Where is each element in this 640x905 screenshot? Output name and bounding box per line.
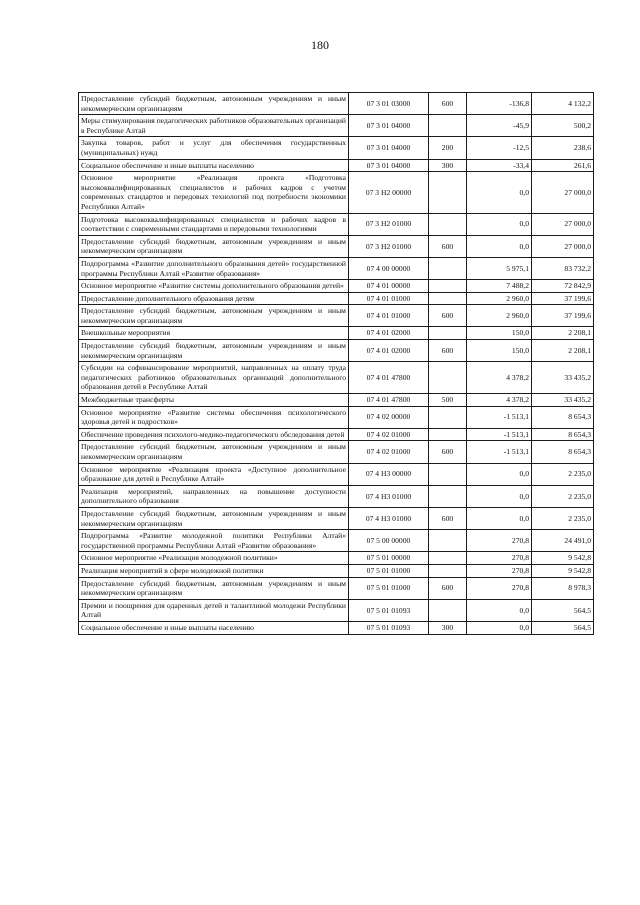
table-row [79, 340, 594, 362]
row-code-cell: 07 4 01 01000 [349, 292, 429, 305]
row-name-cell: Основное мероприятие «Реализация молодежной политики» [79, 552, 349, 565]
row-code-cell: 07 3 Н2 00000 [349, 172, 429, 213]
budget-table [78, 92, 594, 635]
row-code-cell: 07 4 01 00000 [349, 280, 429, 293]
row-change-cell: 4 378,2 [467, 394, 532, 407]
row-name-cell: Основное мероприятие «Реализация проекта «Подготовка высококвалифицированных специалистов и рабочих кадров с учетом современных стандартов и передовых технологий под потребности экономики Республики Алтай» [79, 172, 349, 213]
table-row [79, 292, 594, 305]
row-code-cell: 07 3 01 03000 [349, 93, 429, 115]
row-expense-type-cell [429, 257, 467, 279]
row-name-cell: Предоставление субсидий бюджетным, автономным учреждениям и иным некоммерческим организациям [79, 93, 349, 115]
row-expense-type-cell: 600 [429, 235, 467, 257]
row-name-cell: Межбюджетные трансферты [79, 394, 349, 407]
row-code-cell: 07 5 01 01000 [349, 564, 429, 577]
row-code-cell: 07 5 01 01093 [349, 621, 429, 634]
table-row [79, 485, 594, 507]
row-total-cell: 24 491,0 [532, 530, 594, 552]
row-expense-type-cell: 600 [429, 93, 467, 115]
table-row [79, 530, 594, 552]
table-row [79, 257, 594, 279]
row-code-cell: 07 5 00 00000 [349, 530, 429, 552]
row-change-cell: 270,8 [467, 577, 532, 599]
row-expense-type-cell [429, 292, 467, 305]
row-total-cell: 9 542,8 [532, 552, 594, 565]
table-row [79, 599, 594, 621]
row-expense-type-cell [429, 552, 467, 565]
row-name-cell: Премии и поощрения для одаренных детей и талантливой молодежи Республики Алтай [79, 599, 349, 621]
page-number: 180 [311, 38, 329, 52]
row-total-cell: 4 132,2 [532, 93, 594, 115]
row-expense-type-cell [429, 115, 467, 137]
row-name-cell: Закупка товаров, работ и услуг для обеспечения государственных (муниципальных) нужд [79, 137, 349, 159]
table-row [79, 441, 594, 463]
table-row [79, 327, 594, 340]
row-expense-type-cell [429, 485, 467, 507]
row-code-cell: 07 5 01 01000 [349, 577, 429, 599]
row-total-cell: 500,2 [532, 115, 594, 137]
table-row [79, 577, 594, 599]
row-total-cell: 27 000,0 [532, 213, 594, 235]
table-row [79, 552, 594, 565]
row-expense-type-cell: 600 [429, 577, 467, 599]
row-name-cell: Социальное обеспечение и иные выплаты населению [79, 621, 349, 634]
row-name-cell: Предоставление субсидий бюджетным, автономным учреждениям и иным некоммерческим организациям [79, 507, 349, 529]
row-code-cell: 07 4 02 01000 [349, 428, 429, 441]
row-code-cell: 07 4 01 47800 [349, 394, 429, 407]
row-name-cell: Предоставление дополнительного образования детям [79, 292, 349, 305]
table-row [79, 305, 594, 327]
row-total-cell: 27 000,0 [532, 172, 594, 213]
row-expense-type-cell [429, 213, 467, 235]
row-code-cell: 07 5 01 01093 [349, 599, 429, 621]
row-change-cell: -45,9 [467, 115, 532, 137]
row-change-cell: 270,8 [467, 552, 532, 565]
row-expense-type-cell: 600 [429, 441, 467, 463]
row-change-cell: 270,8 [467, 530, 532, 552]
row-change-cell: 5 975,1 [467, 257, 532, 279]
budget-table-body [79, 93, 594, 635]
row-code-cell: 07 3 Н2 01000 [349, 235, 429, 257]
row-expense-type-cell: 600 [429, 340, 467, 362]
row-name-cell: Внешкольные мероприятия [79, 327, 349, 340]
table-row [79, 115, 594, 137]
table-row [79, 213, 594, 235]
row-expense-type-cell: 300 [429, 159, 467, 172]
row-expense-type-cell: 300 [429, 621, 467, 634]
table-row [79, 394, 594, 407]
row-total-cell: 33 435,2 [532, 362, 594, 394]
row-expense-type-cell [429, 599, 467, 621]
row-code-cell: 07 4 02 01000 [349, 441, 429, 463]
row-name-cell: Основное мероприятие «Реализация проекта «Доступное дополнительное образование для детей в Республике Алтай» [79, 463, 349, 485]
row-change-cell: 0,0 [467, 235, 532, 257]
row-name-cell: Предоставление субсидий бюджетным, автономным учреждениям и иным некоммерческим организациям [79, 305, 349, 327]
row-change-cell: 0,0 [467, 621, 532, 634]
row-name-cell: Обеспечение проведения психолого-медико-педагогического обследования детей [79, 428, 349, 441]
row-code-cell: 07 4 01 02000 [349, 327, 429, 340]
row-change-cell: -1 513,1 [467, 406, 532, 428]
row-expense-type-cell: 500 [429, 394, 467, 407]
row-total-cell: 27 000,0 [532, 235, 594, 257]
row-change-cell: -33,4 [467, 159, 532, 172]
row-total-cell: 2 208,1 [532, 340, 594, 362]
row-total-cell: 33 435,2 [532, 394, 594, 407]
row-total-cell: 37 199,6 [532, 292, 594, 305]
row-change-cell: -136,8 [467, 93, 532, 115]
row-change-cell: 0,0 [467, 599, 532, 621]
row-total-cell: 2 208,1 [532, 327, 594, 340]
row-change-cell: 7 488,2 [467, 280, 532, 293]
row-total-cell: 8 654,3 [532, 441, 594, 463]
row-total-cell: 564,5 [532, 621, 594, 634]
row-code-cell: 07 4 01 47800 [349, 362, 429, 394]
row-expense-type-cell [429, 406, 467, 428]
row-code-cell: 07 4 01 02000 [349, 340, 429, 362]
row-expense-type-cell: 600 [429, 507, 467, 529]
table-row [79, 159, 594, 172]
row-name-cell: Реализация мероприятий, направленных на повышение доступности дополнительного образования [79, 485, 349, 507]
row-name-cell: Субсидии на софинансирование мероприятий, направленных на оплату труда педагогических работников образовательных организаций дополнительного образования детей в Республике Алтай [79, 362, 349, 394]
row-total-cell: 2 235,0 [532, 507, 594, 529]
row-change-cell: 2 960,0 [467, 305, 532, 327]
table-row [79, 406, 594, 428]
row-name-cell: Основное мероприятие «Развитие системы дополнительного образования детей» [79, 280, 349, 293]
row-change-cell: 4 378,2 [467, 362, 532, 394]
row-name-cell: Предоставление субсидий бюджетным, автономным учреждениям и иным некоммерческим организациям [79, 235, 349, 257]
row-total-cell: 8 654,3 [532, 428, 594, 441]
row-name-cell: Социальное обеспечение и иные выплаты населению [79, 159, 349, 172]
row-change-cell: 150,0 [467, 327, 532, 340]
row-code-cell: 07 4 Н3 01000 [349, 485, 429, 507]
row-name-cell: Основное мероприятие «Развитие системы обеспечения психологического здоровья детей и подростков» [79, 406, 349, 428]
row-change-cell: 2 960,0 [467, 292, 532, 305]
row-total-cell: 261,6 [532, 159, 594, 172]
row-name-cell: Предоставление субсидий бюджетным, автономным учреждениям и иным некоммерческим организациям [79, 577, 349, 599]
row-code-cell: 07 4 02 00000 [349, 406, 429, 428]
row-code-cell: 07 4 00 00000 [349, 257, 429, 279]
row-total-cell: 72 842,9 [532, 280, 594, 293]
row-total-cell: 37 199,6 [532, 305, 594, 327]
table-row [79, 507, 594, 529]
row-name-cell: Меры стимулирования педагогических работников образовательных организаций в Республике Алтай [79, 115, 349, 137]
table-row [79, 93, 594, 115]
row-change-cell: 0,0 [467, 463, 532, 485]
row-total-cell: 238,6 [532, 137, 594, 159]
row-code-cell: 07 3 01 04000 [349, 115, 429, 137]
row-expense-type-cell [429, 327, 467, 340]
row-name-cell: Предоставление субсидий бюджетным, автономным учреждениям и иным некоммерческим организациям [79, 340, 349, 362]
table-row [79, 621, 594, 634]
row-expense-type-cell [429, 530, 467, 552]
row-name-cell: Предоставление субсидий бюджетным, автономным учреждениям и иным некоммерческим организациям [79, 441, 349, 463]
row-name-cell: Подпрограмма «Развитие молодежной политики Республики Алтай» государственной программы Республики Алтай «Развитие образования» [79, 530, 349, 552]
row-code-cell: 07 3 01 04000 [349, 137, 429, 159]
row-expense-type-cell [429, 564, 467, 577]
row-expense-type-cell [429, 428, 467, 441]
row-code-cell: 07 5 01 00000 [349, 552, 429, 565]
row-code-cell: 07 3 Н2 01000 [349, 213, 429, 235]
row-change-cell: 0,0 [467, 507, 532, 529]
table-row [79, 280, 594, 293]
row-name-cell: Реализация мероприятий в сфере молодежной политики [79, 564, 349, 577]
row-code-cell: 07 4 01 01000 [349, 305, 429, 327]
row-change-cell: 0,0 [467, 172, 532, 213]
table-row [79, 172, 594, 213]
row-expense-type-cell: 600 [429, 305, 467, 327]
row-expense-type-cell [429, 362, 467, 394]
row-total-cell: 9 542,8 [532, 564, 594, 577]
row-change-cell: 0,0 [467, 213, 532, 235]
row-code-cell: 07 3 01 04000 [349, 159, 429, 172]
row-code-cell: 07 4 Н3 00000 [349, 463, 429, 485]
row-expense-type-cell: 200 [429, 137, 467, 159]
row-total-cell: 564,5 [532, 599, 594, 621]
row-expense-type-cell [429, 463, 467, 485]
table-row [79, 463, 594, 485]
row-total-cell: 83 732,2 [532, 257, 594, 279]
row-total-cell: 8 978,3 [532, 577, 594, 599]
row-change-cell: -12,5 [467, 137, 532, 159]
row-change-cell: -1 513,1 [467, 441, 532, 463]
table-row [79, 564, 594, 577]
row-change-cell: -1 513,1 [467, 428, 532, 441]
row-change-cell: 270,8 [467, 564, 532, 577]
row-change-cell: 150,0 [467, 340, 532, 362]
row-name-cell: Подготовка высококвалифицированных специалистов и рабочих кадров в соответствии с современными стандартами и передовыми технологиями [79, 213, 349, 235]
row-change-cell: 0,0 [467, 485, 532, 507]
table-row [79, 362, 594, 394]
table-row [79, 235, 594, 257]
row-code-cell: 07 4 Н3 01000 [349, 507, 429, 529]
row-total-cell: 8 654,3 [532, 406, 594, 428]
row-expense-type-cell [429, 172, 467, 213]
table-row [79, 137, 594, 159]
row-name-cell: Подпрограмма «Развитие дополнительного образования детей» государственной программы Республики Алтай «Развитие образования» [79, 257, 349, 279]
table-row [79, 428, 594, 441]
row-total-cell: 2 235,0 [532, 485, 594, 507]
row-total-cell: 2 235,0 [532, 463, 594, 485]
row-expense-type-cell [429, 280, 467, 293]
